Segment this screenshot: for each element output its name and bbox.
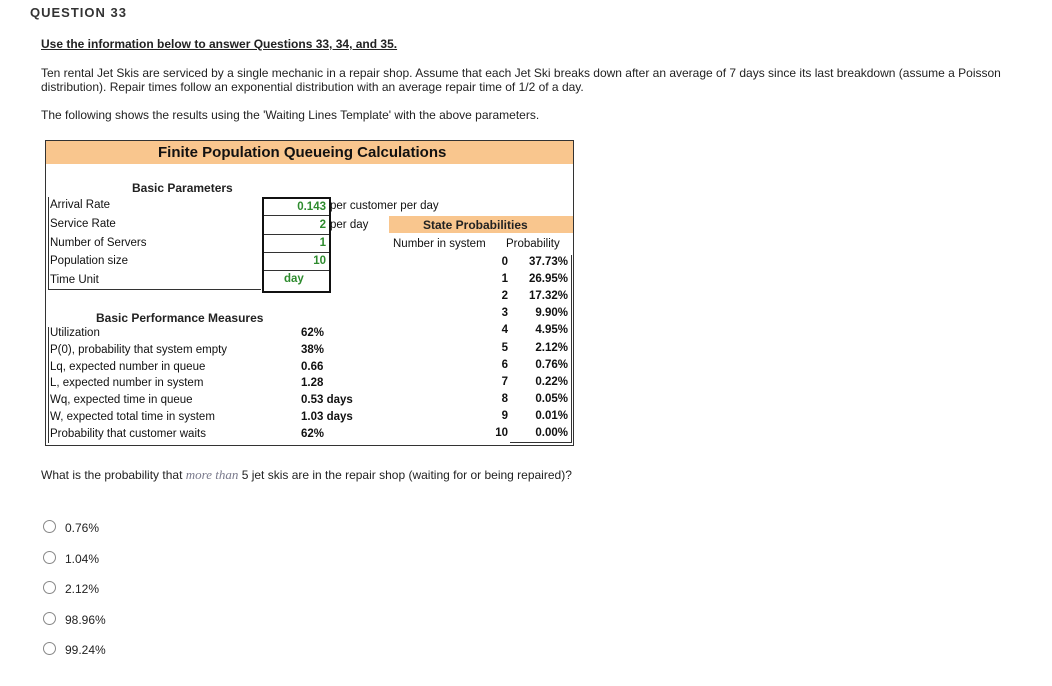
- param-label: Time Unit: [50, 274, 99, 286]
- param-label: Population size: [50, 255, 128, 267]
- state-probability: 0.05%: [535, 392, 568, 405]
- state-col-probability: Probability: [506, 238, 560, 250]
- state-number: 2: [501, 290, 508, 303]
- state-probability: 37.73%: [528, 256, 568, 268]
- measure-value: 0.66: [301, 360, 324, 373]
- performance-measures-header: Basic Performance Measures: [96, 311, 264, 325]
- answer-option-label[interactable]: 2.12%: [65, 582, 100, 596]
- state-probability: 2.12%: [535, 341, 568, 354]
- basic-params-header: Basic Parameters: [132, 181, 233, 195]
- question-text: [41, 467, 572, 483]
- state-probability: 0.76%: [535, 358, 568, 371]
- answer-option-label[interactable]: 0.76%: [65, 521, 100, 535]
- measure-label: P(0), probability that system empty: [50, 343, 228, 356]
- sheet-title-bar: [46, 141, 573, 164]
- state-probability: 9.90%: [535, 307, 568, 320]
- state-probability: 4.95%: [535, 324, 568, 337]
- param-value: 2: [264, 216, 329, 235]
- state-probability: 17.32%: [528, 290, 568, 303]
- answer-option-label[interactable]: 98.96%: [65, 612, 106, 627]
- queueing-spreadsheet: [45, 140, 574, 446]
- measure-label: L, expected number in system: [50, 377, 204, 390]
- measure-label: Utilization: [50, 327, 100, 339]
- state-border: [571, 255, 572, 443]
- answer-option-label[interactable]: 99.24%: [65, 643, 106, 657]
- measure-label: W, expected total time in system: [50, 411, 215, 423]
- state-probability: 0.01%: [535, 409, 568, 422]
- state-number: 7: [501, 375, 508, 388]
- problem-paragraph: Ten rental Jet Skis are serviced by a single mechanic in a repair shop. Assume that each Jet Ski breaks down after an average of 7 days since its last breakdown (assume a Poisson distribution). Repair times follow an exponential distribution with an average repair time of 1/2 of a day.: [41, 66, 1001, 94]
- sheet-title: Finite Population Queueing Calculations: [158, 144, 447, 161]
- measure-label: Lq, expected number in queue: [50, 360, 206, 373]
- radio-button[interactable]: [43, 520, 56, 533]
- measure-label: Wq, expected time in queue: [50, 394, 193, 407]
- results-intro: The following shows the results using the 'Waiting Lines Template' with the above parameters.: [41, 108, 540, 122]
- state-number: 3: [501, 307, 508, 320]
- param-value: 1: [264, 235, 329, 253]
- radio-button[interactable]: [43, 612, 56, 625]
- measure-value: 0.53 days: [301, 394, 353, 407]
- measure-value: 1.28: [301, 377, 324, 390]
- state-header-text: State Probabilities: [423, 218, 528, 232]
- state-border-bottom: [510, 442, 572, 443]
- state-number: 10: [495, 427, 508, 439]
- param-input-box: [262, 197, 331, 293]
- intro-instruction: Use the information below to answer Questions 33, 34, and 35.: [41, 37, 398, 51]
- question-part: 5 jet skis are in the repair shop (waiting for or being repaired)?: [238, 468, 572, 482]
- radio-button[interactable]: [43, 551, 56, 564]
- state-number: 0: [501, 256, 508, 268]
- param-label: Service Rate: [50, 218, 116, 230]
- param-unit: per customer per day: [330, 200, 439, 212]
- param-label: Number of Servers: [50, 237, 147, 249]
- state-number: 5: [501, 341, 508, 354]
- measure-value: 38%: [301, 343, 325, 356]
- state-number: 4: [501, 324, 508, 337]
- measure-label: Probability that customer waits: [50, 427, 206, 440]
- radio-button[interactable]: [43, 581, 56, 594]
- param-label: Arrival Rate: [50, 199, 111, 211]
- param-value: 0.143: [264, 199, 329, 216]
- question-number: QUESTION 33: [30, 5, 127, 20]
- state-number: 8: [501, 392, 508, 405]
- question-part: What is the probability that: [41, 468, 186, 482]
- measure-value: 1.03 days: [301, 411, 353, 423]
- state-number: 6: [501, 358, 508, 371]
- radio-button[interactable]: [43, 642, 56, 655]
- measure-value: 62%: [301, 427, 325, 440]
- measure-value: 62%: [301, 327, 325, 339]
- state-number: 1: [501, 273, 508, 286]
- answer-option-label[interactable]: 1.04%: [65, 551, 100, 566]
- state-probability: 0.22%: [535, 375, 568, 388]
- param-unit: per day: [330, 219, 369, 231]
- state-probability: 0.00%: [535, 427, 568, 439]
- state-probabilities-header: [389, 216, 573, 233]
- state-number: 9: [501, 409, 508, 422]
- param-value: 10: [264, 253, 329, 271]
- state-probability: 26.95%: [528, 273, 568, 286]
- param-value: day: [284, 273, 304, 285]
- question-emphasis: more than: [185, 467, 239, 482]
- state-col-number: Number in system: [393, 238, 486, 250]
